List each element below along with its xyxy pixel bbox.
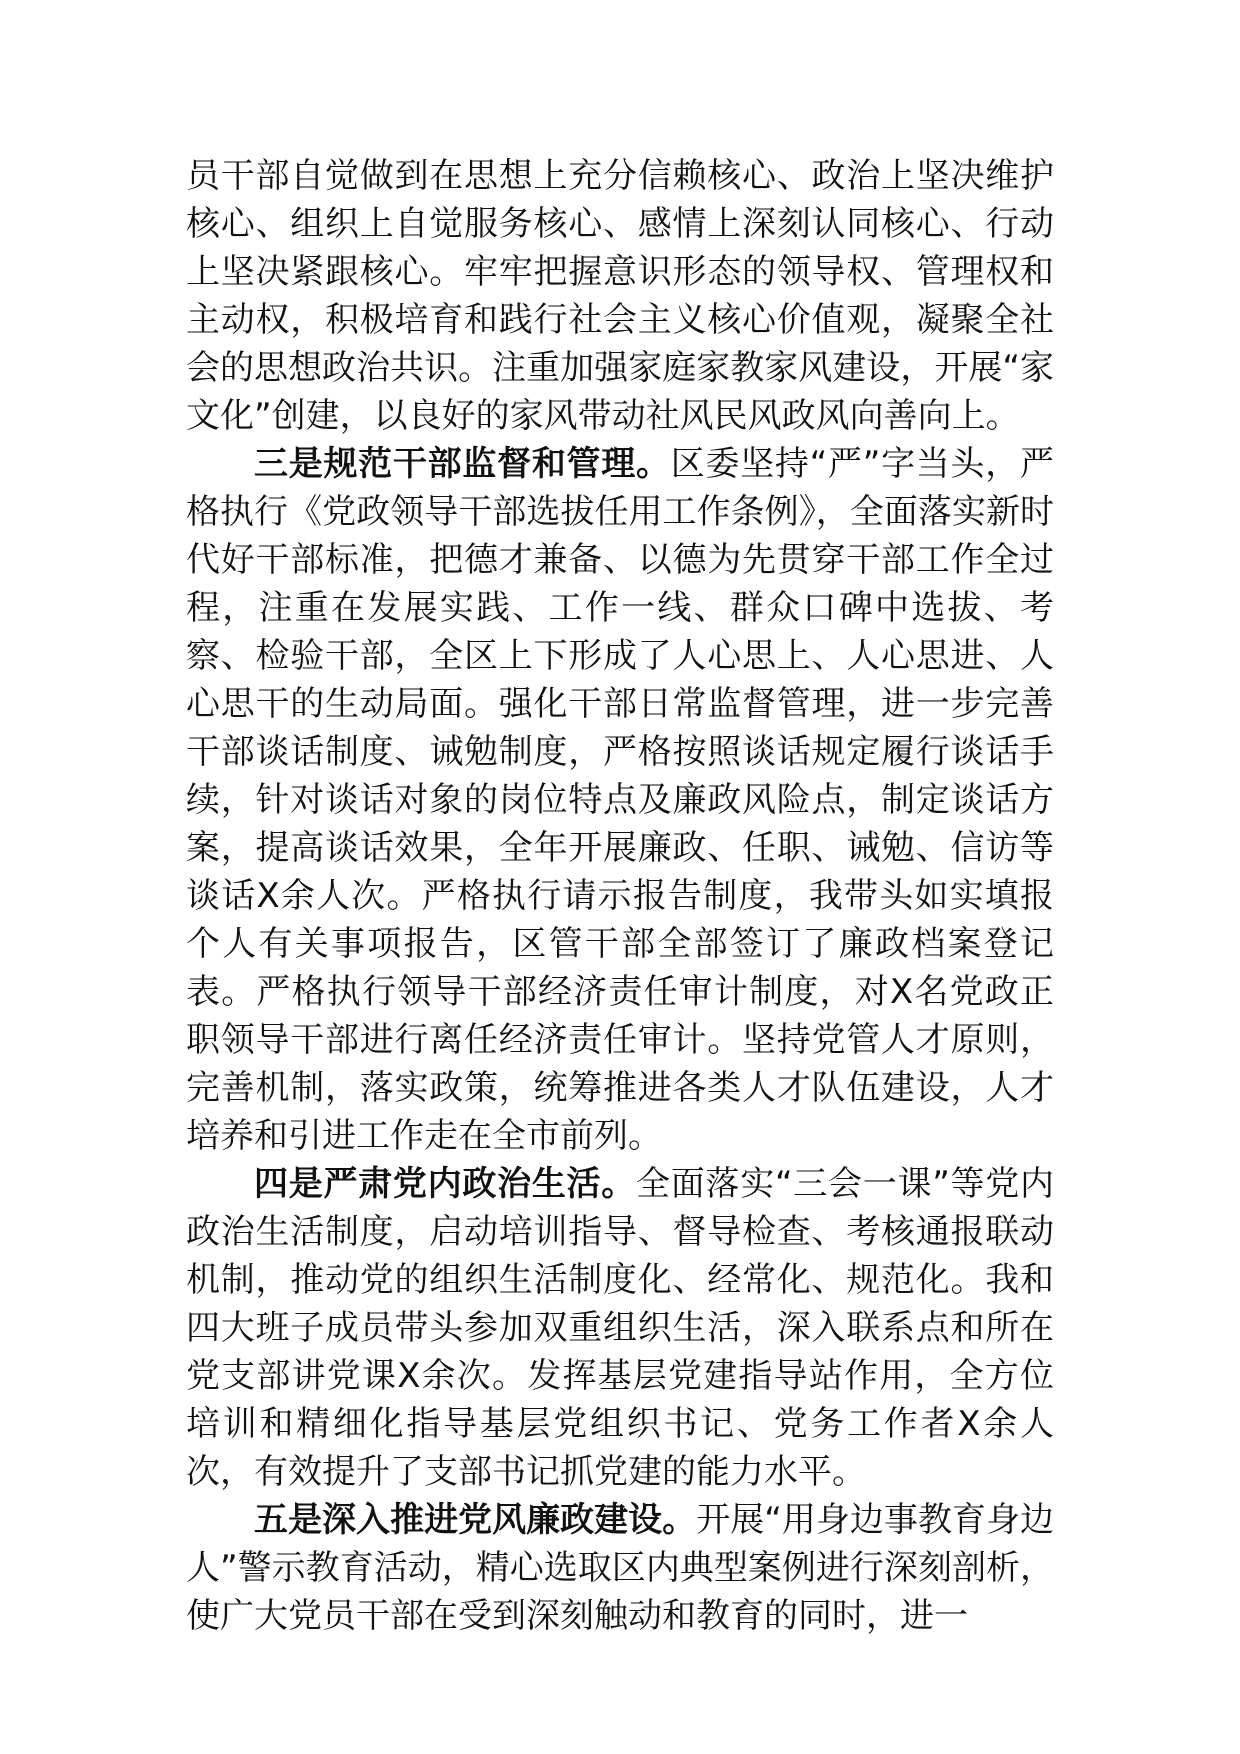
paragraph-2 bbox=[186, 440, 1054, 1160]
paragraph-4-text: 开展“用身边事教育身边人”警示教育活动，精心选取区内典型案例进行深刻剖析，使广大党员干部在受到深刻触动和教育的同时，进一 bbox=[186, 1500, 1054, 1636]
paragraph-4 bbox=[186, 1496, 1054, 1640]
paragraph-3-text: 全面落实“三会一课”等党内政治生活制度，启动培训指导、督导检查、考核通报联动机制，推动党的组织生活制度化、经常化、规范化。我和四大班子成员带头参加双重组织生活，深入联系点和所在党支部讲党课X余次。发挥基层党建指导站作用，全方位培训和精细化指导基层党组织书记、党务工作者X余人次，有效提升了支部书记抓党建的能力水平。 bbox=[186, 1164, 1055, 1492]
paragraph-2-lead: 三是规范干部监督和管理。 bbox=[254, 444, 671, 484]
paragraph-1 bbox=[186, 152, 1054, 440]
paragraph-2-text: 区委坚持“严”字当头，严格执行《党政领导干部选拔任用工作条例》，全面落实新时代好干部标准，把德才兼备、以德为先贯穿干部工作全过程，注重在发展实践、工作一线、群众口碑中选拔、考察、检验干部，全区上下形成了人心思上、人心思进、人心思干的生动局面。强化干部日常监督管理，进一步完善干部谈话制度、诫勉制度，严格按照谈话规定履行谈话手续，针对谈话对象的岗位特点及廉政风险点，制定谈话方案，提高谈话效果，全年开展廉政、任职、诫勉、信访等谈话X余人次。严格执行请示报告制度，我带头如实填报个人有关事项报告，区管干部全部签订了廉政档案登记表。严格执行领导干部经济责任审计制度，对X名党政正职领导干部进行离任经济责任审计。坚持党管人才原则，完善机制，落实政策，统筹推进各类人才队伍建设，人才培养和引进工作走在全市前列。 bbox=[186, 444, 1054, 1156]
paragraph-4-lead: 五是深入推进党风廉政建设。 bbox=[254, 1500, 697, 1540]
paragraph-3-lead: 四是严肃党内政治生活。 bbox=[254, 1164, 637, 1204]
paragraph-1-text: 员干部自觉做到在思想上充分信赖核心、政治上坚决维护核心、组织上自觉服务核心、感情上深刻认同核心、行动上坚决紧跟核心。牢牢把握意识形态的领导权、管理权和主动权，积极培育和践行社会主义核心价值观，凝聚全社会的思想政治共识。注重加强家庭家教家风建设，开展“家文化”创建，以良好的家风带动社风民风政风向善向上。 bbox=[186, 156, 1054, 436]
document-page bbox=[186, 152, 1054, 1640]
paragraph-3 bbox=[186, 1160, 1054, 1496]
